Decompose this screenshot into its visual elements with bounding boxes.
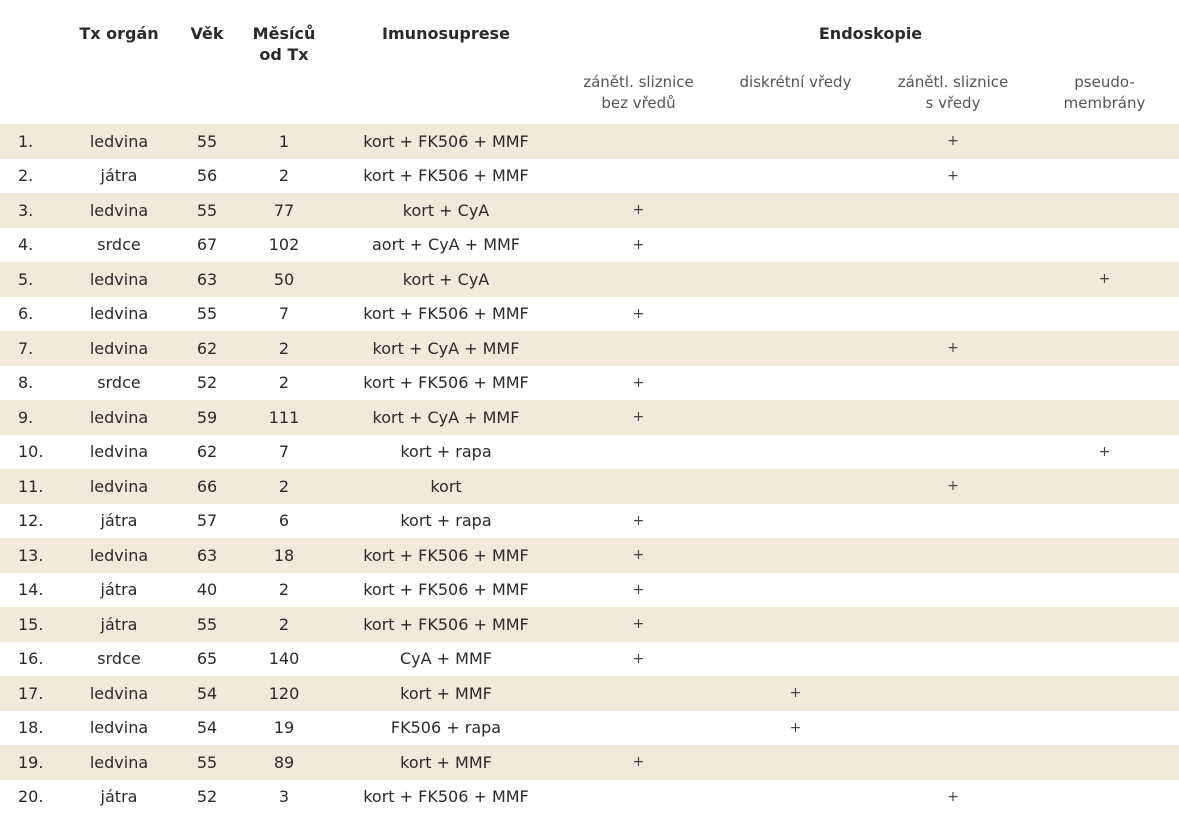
- cell-endoscopy-mark: +: [562, 228, 715, 263]
- cell-organ: ledvina: [62, 297, 176, 332]
- cell-endoscopy-mark: +: [562, 745, 715, 780]
- cell-endoscopy-mark: [715, 504, 876, 539]
- cell-endoscopy-mark: +: [876, 124, 1030, 159]
- cell-endoscopy-mark: [876, 297, 1030, 332]
- cell-endoscopy-mark: [1030, 331, 1179, 366]
- cell-immunosuppression: kort + FK506 + MMF: [330, 780, 562, 814]
- cell-endoscopy-mark: [715, 400, 876, 435]
- table-row: [0, 469, 1179, 504]
- cell-endoscopy-mark: [1030, 469, 1179, 504]
- cell-endoscopy-mark: [1030, 159, 1179, 194]
- cell-organ: srdce: [62, 642, 176, 677]
- cell-number: 3.: [0, 193, 62, 228]
- cell-months: 2: [238, 331, 330, 366]
- cell-organ: játra: [62, 607, 176, 642]
- cell-number: 12.: [0, 504, 62, 539]
- header-number: [0, 0, 62, 65]
- cell-organ: ledvina: [62, 745, 176, 780]
- cell-number: 9.: [0, 400, 62, 435]
- cell-months: 3: [238, 780, 330, 814]
- header-spacer: [62, 65, 176, 124]
- cell-endoscopy-mark: +: [876, 331, 1030, 366]
- cell-endoscopy-mark: +: [562, 607, 715, 642]
- cell-endoscopy-mark: [562, 124, 715, 159]
- cell-endoscopy-mark: [1030, 228, 1179, 263]
- table-row: [0, 159, 1179, 194]
- table-row: [0, 780, 1179, 814]
- cell-endoscopy-mark: [1030, 780, 1179, 814]
- cell-endoscopy-mark: [715, 573, 876, 608]
- cell-endoscopy-mark: [715, 366, 876, 401]
- cell-endoscopy-mark: +: [562, 538, 715, 573]
- header-spacer: [176, 65, 238, 124]
- table-row: [0, 193, 1179, 228]
- cell-months: 2: [238, 469, 330, 504]
- cell-number: 10.: [0, 435, 62, 470]
- cell-endoscopy-mark: [715, 262, 876, 297]
- cell-endoscopy-mark: [715, 607, 876, 642]
- header-endoscopy: Endoskopie: [562, 0, 1179, 65]
- header-immunosuppression: Imunosuprese: [330, 0, 562, 65]
- header-spacer: [0, 65, 62, 124]
- cell-immunosuppression: CyA + MMF: [330, 642, 562, 677]
- table-body: [0, 124, 1179, 814]
- cell-number: 13.: [0, 538, 62, 573]
- header-organ: Tx orgán: [62, 0, 176, 65]
- subheader-line: diskrétní vředy: [740, 73, 852, 91]
- cell-endoscopy-mark: +: [1030, 262, 1179, 297]
- cell-organ: ledvina: [62, 262, 176, 297]
- header-spacer: [330, 65, 562, 124]
- cell-immunosuppression: kort + FK506 + MMF: [330, 366, 562, 401]
- cell-immunosuppression: kort + FK506 + MMF: [330, 573, 562, 608]
- cell-endoscopy-mark: +: [876, 469, 1030, 504]
- cell-number: 16.: [0, 642, 62, 677]
- subheader-line: bez vředů: [601, 94, 675, 112]
- cell-endoscopy-mark: +: [715, 711, 876, 746]
- cell-immunosuppression: kort + FK506 + MMF: [330, 159, 562, 194]
- cell-number: 7.: [0, 331, 62, 366]
- cell-endoscopy-mark: [1030, 193, 1179, 228]
- cell-age: 65: [176, 642, 238, 677]
- cell-number: 17.: [0, 676, 62, 711]
- cell-months: 120: [238, 676, 330, 711]
- cell-organ: ledvina: [62, 711, 176, 746]
- cell-endoscopy-mark: [1030, 711, 1179, 746]
- cell-age: 54: [176, 676, 238, 711]
- cell-endoscopy-mark: [715, 745, 876, 780]
- cell-age: 52: [176, 366, 238, 401]
- cell-immunosuppression: kort + FK506 + MMF: [330, 607, 562, 642]
- cell-months: 77: [238, 193, 330, 228]
- cell-endoscopy-mark: [876, 607, 1030, 642]
- table-row: [0, 297, 1179, 332]
- cell-organ: játra: [62, 780, 176, 814]
- table-row: [0, 124, 1179, 159]
- subheader-inflamed-with-ulcers: [876, 65, 1030, 124]
- cell-endoscopy-mark: [562, 262, 715, 297]
- cell-number: 4.: [0, 228, 62, 263]
- subheader-line: membrány: [1064, 94, 1146, 112]
- cell-endoscopy-mark: [715, 193, 876, 228]
- cell-endoscopy-mark: [876, 400, 1030, 435]
- cell-endoscopy-mark: [562, 159, 715, 194]
- cell-immunosuppression: kort + MMF: [330, 676, 562, 711]
- cell-endoscopy-mark: [876, 504, 1030, 539]
- cell-age: 55: [176, 745, 238, 780]
- cell-age: 63: [176, 262, 238, 297]
- cell-endoscopy-mark: [715, 435, 876, 470]
- cell-age: 66: [176, 469, 238, 504]
- cell-number: 1.: [0, 124, 62, 159]
- cell-endoscopy-mark: +: [562, 366, 715, 401]
- cell-endoscopy-mark: +: [876, 780, 1030, 814]
- cell-months: 2: [238, 573, 330, 608]
- cell-immunosuppression: kort + CyA + MMF: [330, 331, 562, 366]
- table-row: [0, 331, 1179, 366]
- cell-months: 102: [238, 228, 330, 263]
- cell-immunosuppression: kort + rapa: [330, 435, 562, 470]
- cell-age: 62: [176, 331, 238, 366]
- cell-endoscopy-mark: [715, 780, 876, 814]
- cell-endoscopy-mark: [876, 573, 1030, 608]
- header-spacer: [238, 65, 330, 124]
- cell-organ: játra: [62, 159, 176, 194]
- cell-months: 2: [238, 607, 330, 642]
- cell-organ: srdce: [62, 366, 176, 401]
- table-row: [0, 504, 1179, 539]
- cell-age: 55: [176, 297, 238, 332]
- cell-immunosuppression: FK506 + rapa: [330, 711, 562, 746]
- cell-immunosuppression: aort + CyA + MMF: [330, 228, 562, 263]
- cell-endoscopy-mark: [1030, 124, 1179, 159]
- cell-number: 15.: [0, 607, 62, 642]
- cell-endoscopy-mark: [876, 193, 1030, 228]
- cell-endoscopy-mark: [715, 469, 876, 504]
- cell-endoscopy-mark: [1030, 676, 1179, 711]
- cell-immunosuppression: kort + FK506 + MMF: [330, 538, 562, 573]
- table-row: [0, 642, 1179, 677]
- table-row: [0, 676, 1179, 711]
- cell-endoscopy-mark: +: [562, 573, 715, 608]
- cell-endoscopy-mark: [1030, 400, 1179, 435]
- cell-endoscopy-mark: [1030, 642, 1179, 677]
- subheader-line: pseudo-: [1074, 73, 1134, 91]
- cell-number: 11.: [0, 469, 62, 504]
- cell-endoscopy-mark: [876, 262, 1030, 297]
- cell-immunosuppression: kort + CyA: [330, 262, 562, 297]
- cell-months: 140: [238, 642, 330, 677]
- cell-endoscopy-mark: [876, 228, 1030, 263]
- table-header: [0, 0, 1179, 124]
- cell-immunosuppression: kort + CyA + MMF: [330, 400, 562, 435]
- cell-endoscopy-mark: [562, 331, 715, 366]
- cell-age: 55: [176, 193, 238, 228]
- cell-number: 8.: [0, 366, 62, 401]
- cell-endoscopy-mark: [715, 642, 876, 677]
- cell-organ: ledvina: [62, 435, 176, 470]
- cell-endoscopy-mark: [562, 435, 715, 470]
- cell-age: 63: [176, 538, 238, 573]
- cell-endoscopy-mark: [715, 538, 876, 573]
- cell-months: 7: [238, 297, 330, 332]
- header-months-line2: od Tx: [259, 45, 308, 64]
- table-row: [0, 538, 1179, 573]
- cell-endoscopy-mark: [715, 124, 876, 159]
- cell-immunosuppression: kort + FK506 + MMF: [330, 297, 562, 332]
- cell-age: 56: [176, 159, 238, 194]
- cell-endoscopy-mark: [715, 331, 876, 366]
- cell-months: 7: [238, 435, 330, 470]
- header-months-line1: Měsíců: [253, 24, 316, 43]
- cell-organ: ledvina: [62, 124, 176, 159]
- subheader-discrete-ulcers: [715, 65, 876, 124]
- cell-endoscopy-mark: [876, 642, 1030, 677]
- cell-number: 2.: [0, 159, 62, 194]
- subheader-pseudomembranes: [1030, 65, 1179, 124]
- cell-months: 89: [238, 745, 330, 780]
- cell-number: 6.: [0, 297, 62, 332]
- cell-endoscopy-mark: [1030, 297, 1179, 332]
- cell-endoscopy-mark: [562, 676, 715, 711]
- cell-endoscopy-mark: +: [562, 400, 715, 435]
- subheader-inflamed-no-ulcers: [562, 65, 715, 124]
- cell-endoscopy-mark: [715, 228, 876, 263]
- cell-immunosuppression: kort + rapa: [330, 504, 562, 539]
- cell-organ: játra: [62, 504, 176, 539]
- cell-organ: ledvina: [62, 400, 176, 435]
- cell-endoscopy-mark: +: [562, 297, 715, 332]
- cell-endoscopy-mark: [876, 711, 1030, 746]
- cell-endoscopy-mark: [562, 469, 715, 504]
- subheader-line: zánětl. sliznice: [583, 73, 694, 91]
- table-row: [0, 400, 1179, 435]
- cell-months: 1: [238, 124, 330, 159]
- header-months: [238, 0, 330, 65]
- table-row: [0, 366, 1179, 401]
- table-row: [0, 607, 1179, 642]
- cell-endoscopy-mark: +: [876, 159, 1030, 194]
- cell-age: 59: [176, 400, 238, 435]
- cell-number: 14.: [0, 573, 62, 608]
- cell-endoscopy-mark: [715, 159, 876, 194]
- cell-endoscopy-mark: [1030, 366, 1179, 401]
- cell-endoscopy-mark: [1030, 573, 1179, 608]
- subheader-line: zánětl. sliznice: [898, 73, 1009, 91]
- cell-age: 57: [176, 504, 238, 539]
- table-row: [0, 435, 1179, 470]
- table-row: [0, 711, 1179, 746]
- cell-months: 111: [238, 400, 330, 435]
- cell-endoscopy-mark: [1030, 504, 1179, 539]
- cell-endoscopy-mark: [1030, 607, 1179, 642]
- cell-immunosuppression: kort + CyA: [330, 193, 562, 228]
- cell-organ: ledvina: [62, 469, 176, 504]
- cell-endoscopy-mark: +: [1030, 435, 1179, 470]
- cell-organ: srdce: [62, 228, 176, 263]
- cell-endoscopy-mark: [1030, 538, 1179, 573]
- cell-age: 55: [176, 124, 238, 159]
- cell-organ: játra: [62, 573, 176, 608]
- cell-number: 20.: [0, 780, 62, 814]
- cell-age: 62: [176, 435, 238, 470]
- cell-endoscopy-mark: +: [715, 676, 876, 711]
- cell-endoscopy-mark: [562, 711, 715, 746]
- cell-months: 2: [238, 159, 330, 194]
- cell-number: 18.: [0, 711, 62, 746]
- cell-endoscopy-mark: [876, 538, 1030, 573]
- cell-age: 54: [176, 711, 238, 746]
- cell-age: 67: [176, 228, 238, 263]
- cell-organ: ledvina: [62, 193, 176, 228]
- cell-organ: ledvina: [62, 538, 176, 573]
- subheader-line: s vředy: [926, 94, 981, 112]
- cell-endoscopy-mark: [876, 745, 1030, 780]
- cell-months: 18: [238, 538, 330, 573]
- cell-immunosuppression: kort: [330, 469, 562, 504]
- cell-endoscopy-mark: [1030, 745, 1179, 780]
- cell-endoscopy-mark: +: [562, 504, 715, 539]
- cell-immunosuppression: kort + MMF: [330, 745, 562, 780]
- cell-organ: ledvina: [62, 676, 176, 711]
- table-row: [0, 745, 1179, 780]
- cell-endoscopy-mark: [876, 366, 1030, 401]
- cell-endoscopy-mark: [876, 435, 1030, 470]
- cell-endoscopy-mark: +: [562, 642, 715, 677]
- cell-immunosuppression: kort + FK506 + MMF: [330, 124, 562, 159]
- table-row: [0, 573, 1179, 608]
- cell-months: 19: [238, 711, 330, 746]
- cell-months: 2: [238, 366, 330, 401]
- cell-months: 6: [238, 504, 330, 539]
- cell-age: 52: [176, 780, 238, 814]
- table-row: [0, 228, 1179, 263]
- header-age: Věk: [176, 0, 238, 65]
- cell-endoscopy-mark: [876, 676, 1030, 711]
- cell-endoscopy-mark: [562, 780, 715, 814]
- cell-age: 55: [176, 607, 238, 642]
- cell-months: 50: [238, 262, 330, 297]
- cell-number: 19.: [0, 745, 62, 780]
- cell-endoscopy-mark: +: [562, 193, 715, 228]
- cell-age: 40: [176, 573, 238, 608]
- cell-endoscopy-mark: [715, 297, 876, 332]
- cell-organ: ledvina: [62, 331, 176, 366]
- table-row: [0, 262, 1179, 297]
- cell-number: 5.: [0, 262, 62, 297]
